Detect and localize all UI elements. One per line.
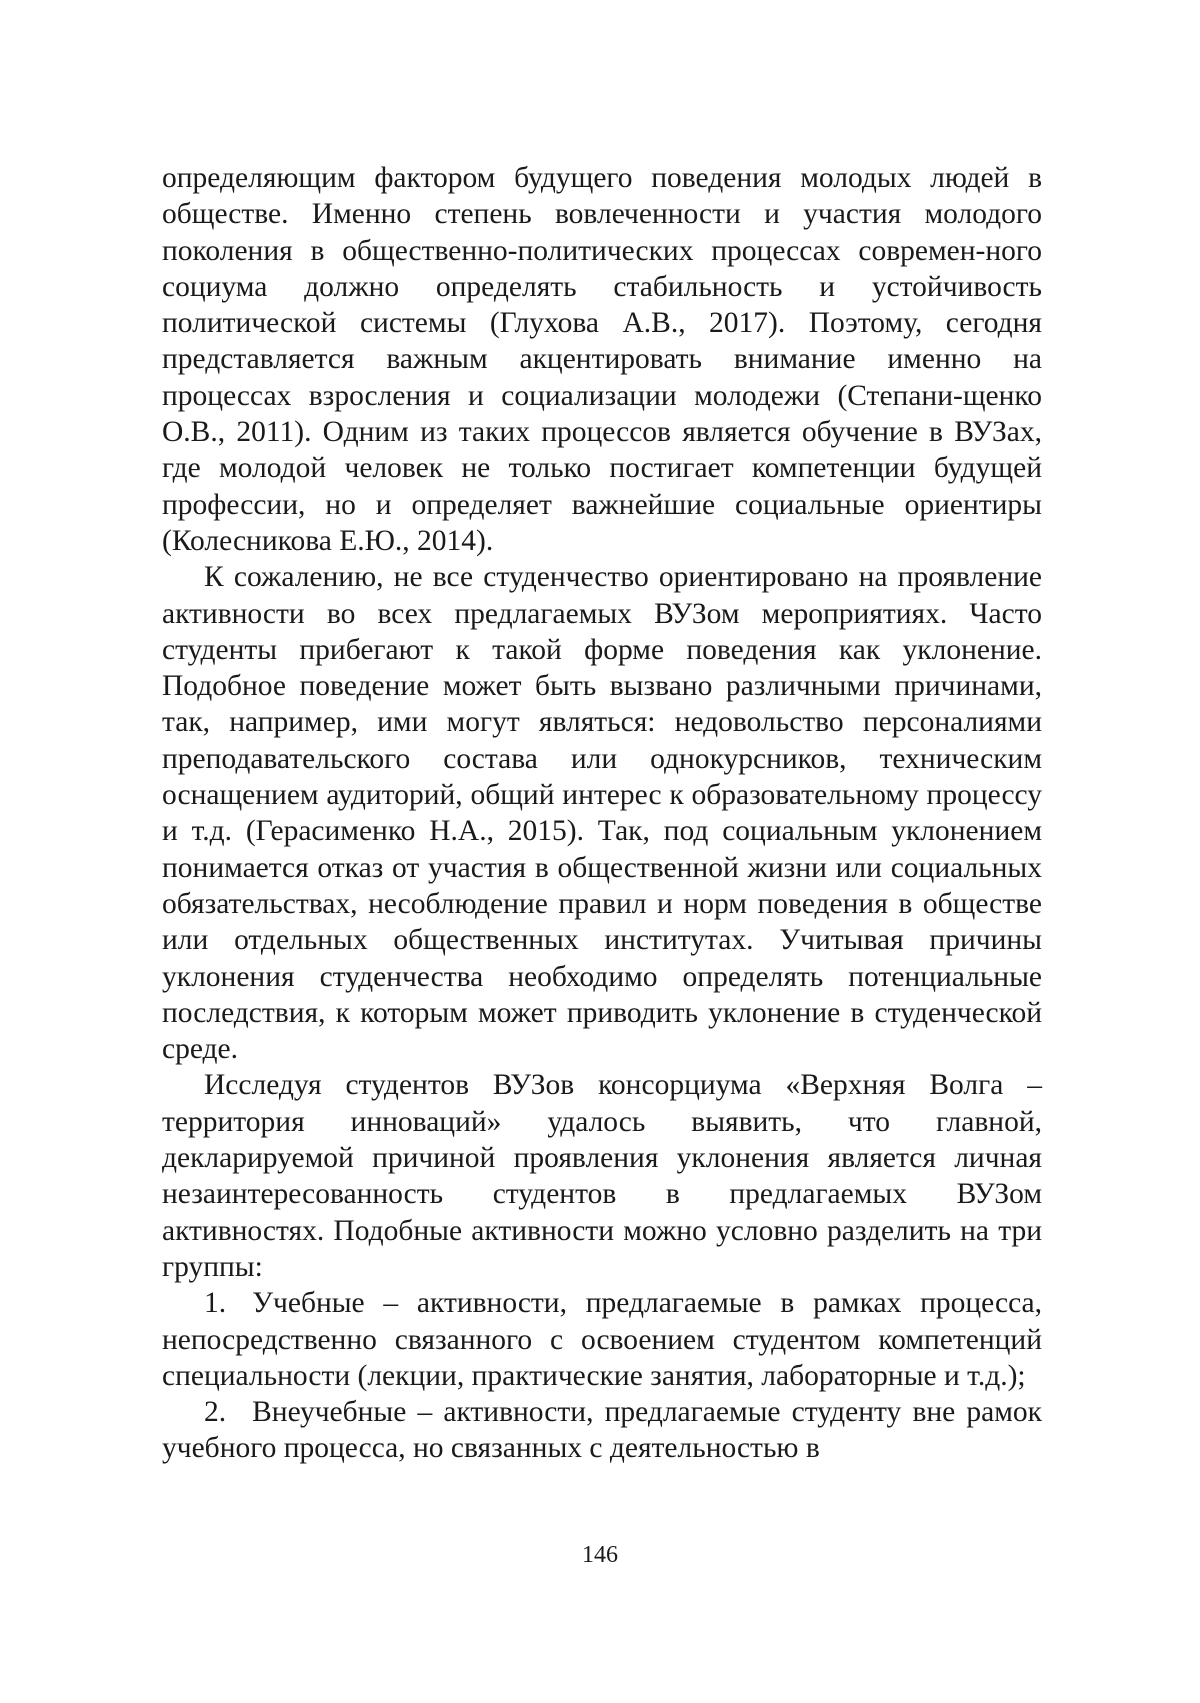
page-number: 146 (582, 1542, 618, 1568)
list-item-number: 2. (204, 1396, 227, 1429)
list-item (162, 1285, 1042, 1394)
paragraph-continuation: определяющим фактором будущего поведения молодых людей в обществе. Именно степень вовлеченности и участия молодого поколения в общественно-политических процессах современ-ного социума должно определять стабильность и устойчивость политической системы (Глухова А.В., 2017). Поэтому, сегодня представляется важным акцентировать внимание именно на процессах взросления и социализации молодежи (Степани-щенко О.В., 2011). Одним из таких процессов является обучение в ВУЗах, где молодой человек не только постигает компетенции будущей профессии, но и определяет важнейшие социальные ориентиры (Колесникова Е.Ю., 2014). (162, 162, 1042, 557)
paragraph: К сожалению, не все студенчество ориентировано на проявление активности во всех предлагаемых ВУЗом мероприятиях. Часто студенты прибегают к такой форме поведения как уклонение. Подобное поведение может быть вызвано различными причинами, так, например, ими могут являться: недовольство персоналиями преподавательского состава или однокурсников, техническим оснащением аудиторий, общий интерес к образовательному процессу и т.д. (Герасименко Н.А., 2015). Так, под социальным уклонением понимается отказ от участия в общественной жизни или социальных обязательствах, несоблюдение правил и норм поведения в обществе или отдельных общественных институтах. Учитывая причины уклонения студенчества необходимо определять потенциальные последствия, к которым может приводить уклонение в студенческой среде. (162, 561, 1042, 1066)
list-item-text: Внеучебные – активности, предлагаемые студенту вне рамок учебного процесса, но связанных с деятельностью в (162, 1396, 1042, 1465)
paragraph: Исследуя студентов ВУЗов консорциума «Верхняя Волга – территория инноваций» удалось выявить, что главной, декларируемой причиной проявления уклонения является личная незаинтересованность студентов в предлагаемых ВУЗом активностях. Подобные активности можно условно разделить на три группы: (162, 1069, 1042, 1283)
body-text (162, 160, 1042, 1467)
list-item-number: 1. (204, 1287, 227, 1320)
list-item (162, 1394, 1042, 1467)
list-item-text: Учебные – активности, предлагаемые в рамках процесса, непосредственно связанного с освоением студентом компетенций специальности (лекции, практические занятия, лабораторные и т.д.); (162, 1287, 1042, 1392)
